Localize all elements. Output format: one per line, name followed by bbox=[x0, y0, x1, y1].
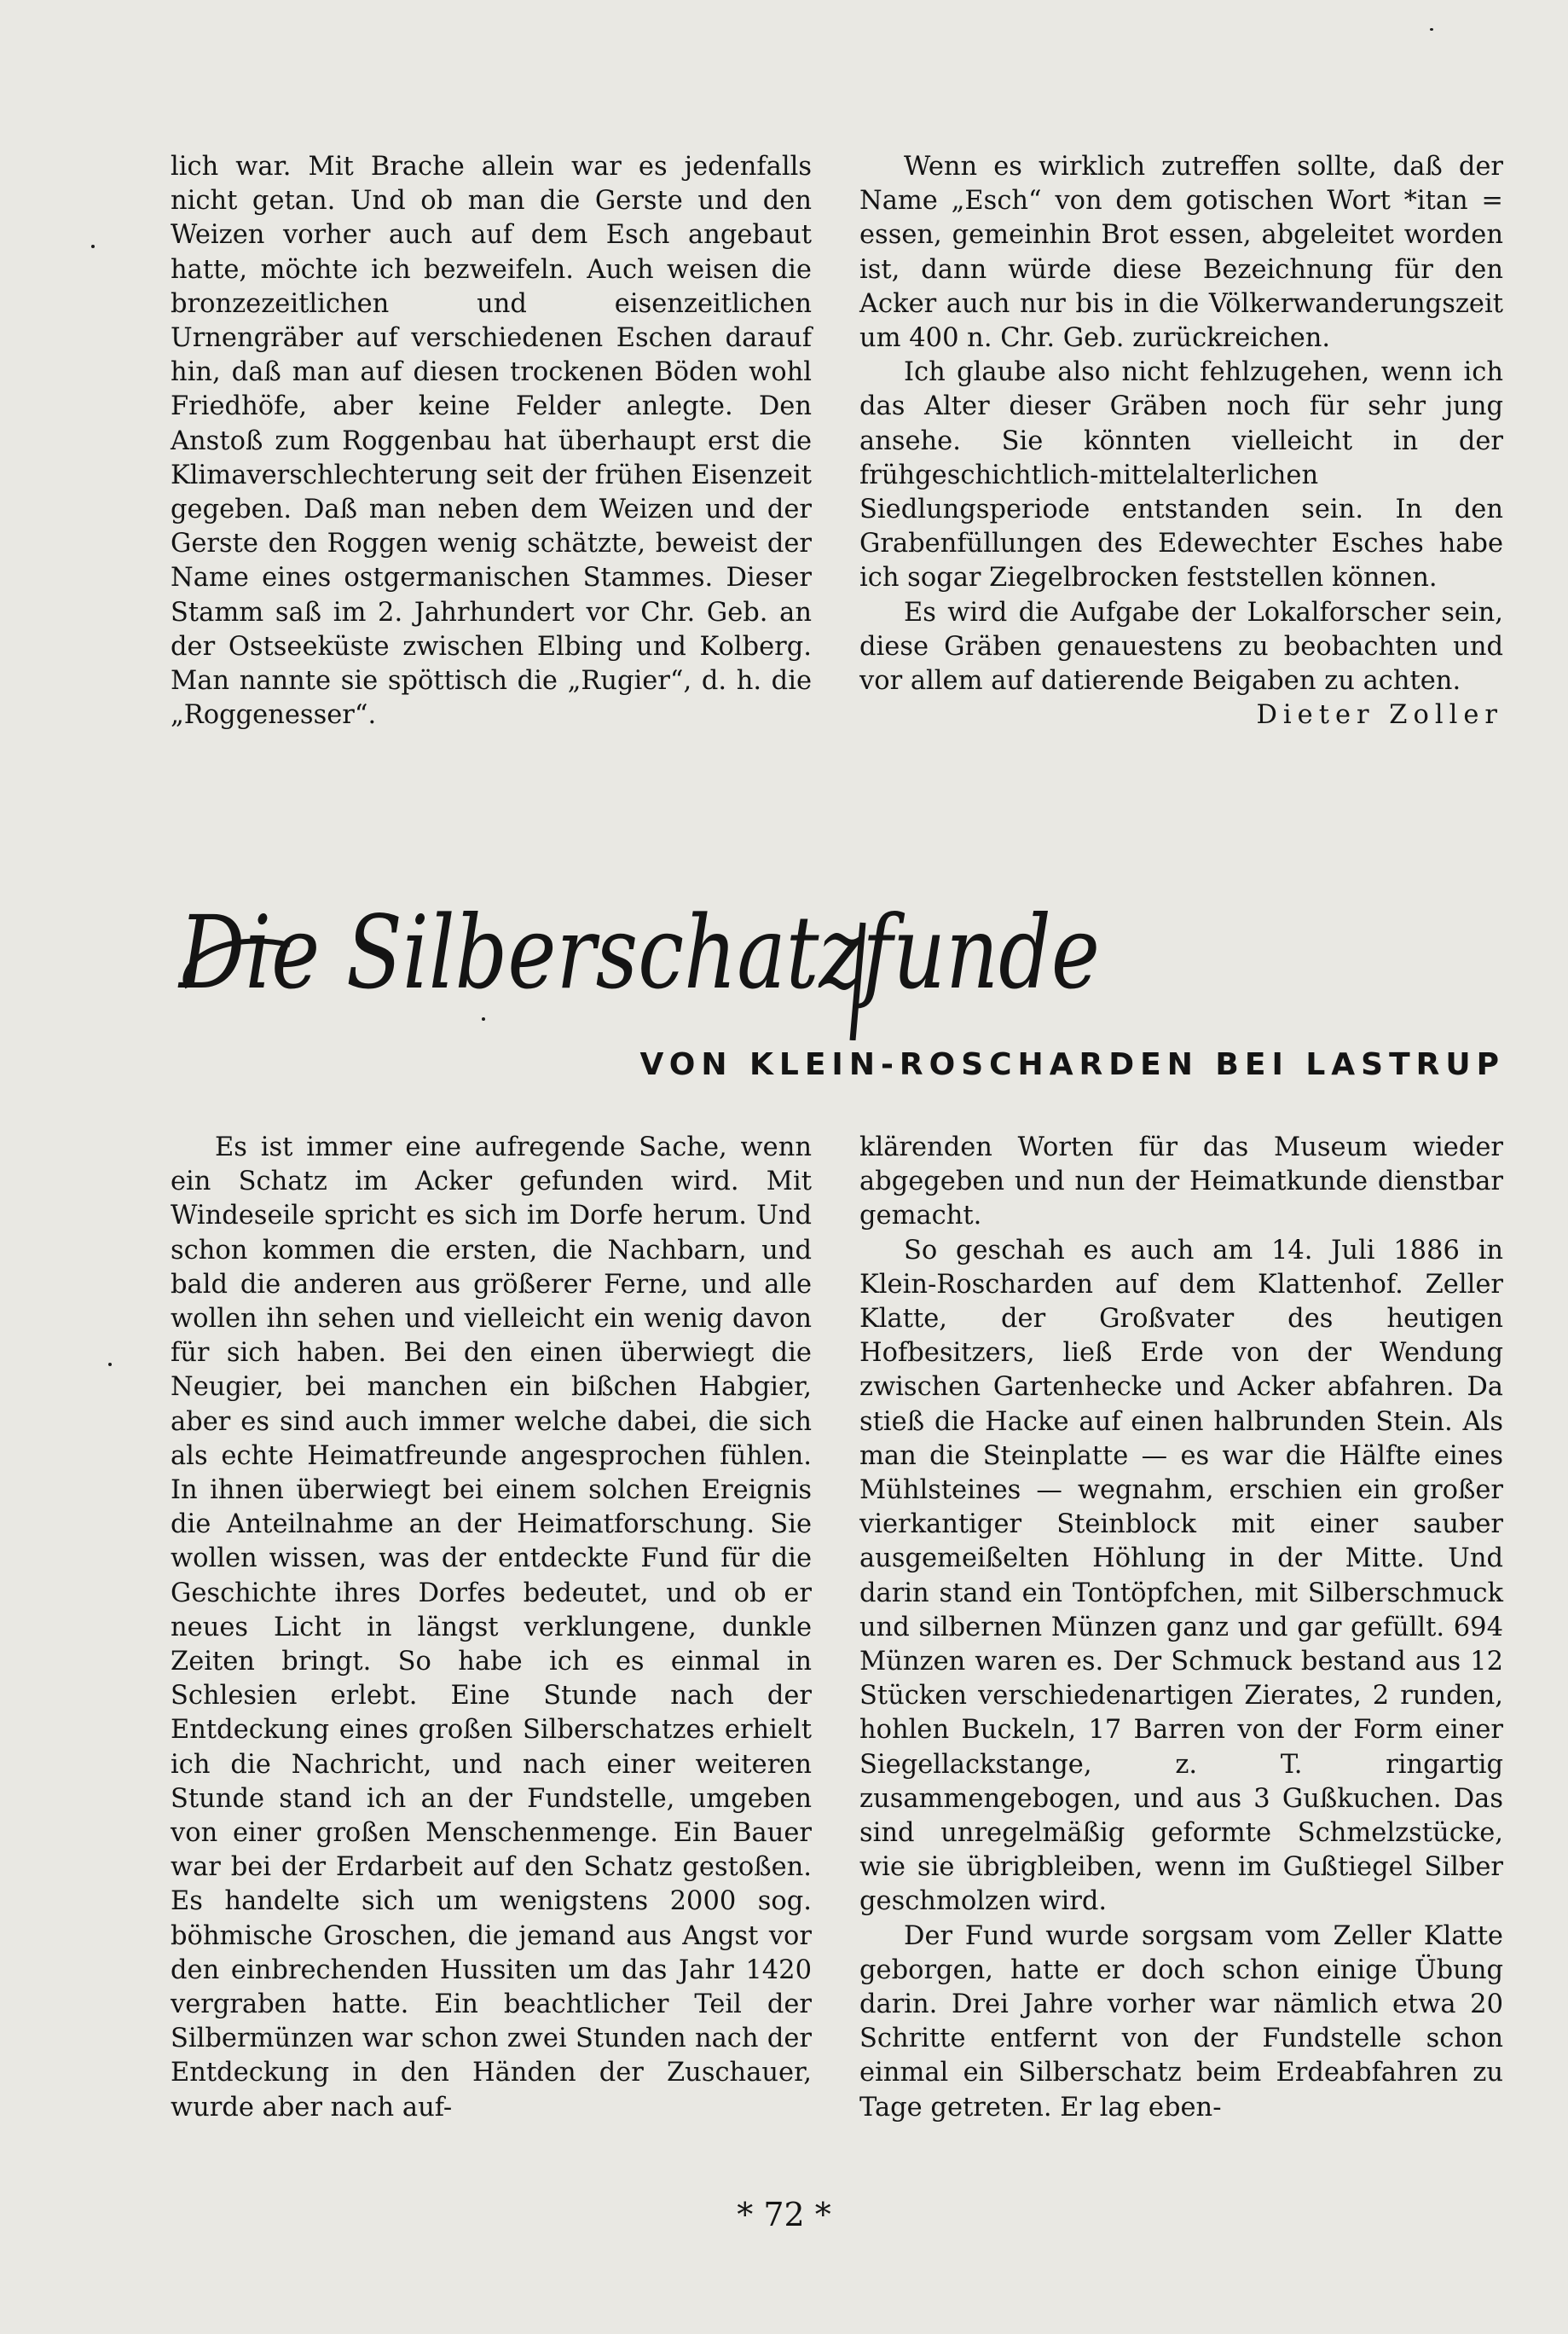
page-number: * 72 * bbox=[737, 2196, 831, 2233]
paper-speck bbox=[91, 245, 95, 248]
bottom-left-column bbox=[171, 1131, 812, 2125]
top-left-column bbox=[171, 150, 812, 733]
paragraph: lich war. Mit Brache allein war es jedenfalls nicht getan. Und ob man die Gerste und den Weizen vorher auch auf dem Esch angebaut hatte, möchte ich bezweifeln. Auch weisen die bronzezeitlichen und eisenzeitlichen Urnengräber auf verschiedenen Eschen darauf hin, daß man auf diesen trockenen Böden wohl Friedhöfe, aber keine Felder anlegte. Den Anstoß zum Roggenbau hat überhaupt erst die Klimaverschlechterung seit der frühen Eisenzeit gegeben. Daß man neben dem Weizen und der Gerste den Roggen wenig schätzte, beweist der Name eines ostgermanischen Stammes. Dieser Stamm saß im 2. Jahrhundert vor Chr. Geb. an der Ostseeküste zwischen Elbing und Kolberg. Man nannte sie spöttisch die „Rugier“, d. h. die „Roggenesser“. bbox=[171, 152, 812, 731]
paper-speck bbox=[482, 1017, 485, 1021]
paragraph: Es ist immer eine aufregende Sache, wenn ein Schatz im Acker gefunden wird. Mit Windeseile spricht es sich im Dorfe herum. Und schon kommen die ersten, die Nachbarn, und bald die anderen aus größerer Ferne, und alle wollen ihn sehen und vielleicht ein wenig davon für sich haben. Bei den einen überwiegt die Neugier, bei manchen ein bißchen Habgier, aber es sind auch immer welche dabei, die sich als echte Heimatfreunde angesprochen fühlen. In ihnen überwiegt bei einem solchen Ereignis die Anteilnahme an der Heimatforschung. Sie wollen wissen, was der entdeckte Fund für die Geschichte ihres Dorfes bedeutet, und ob er neues Licht in längst verklungene, dunkle Zeiten bringt. So habe ich es einmal in Schlesien erlebt. Eine Stunde nach der Entdeckung eines großen Silberschatzes erhielt ich die Nachricht, und nach einer weiteren Stunde stand ich an der Fundstelle, umgeben von einer großen Menschenmenge. Ein Bauer war bei der Erdarbeit auf den Schatz gestoßen. Es handelte sich um wenigstens 2000 sog. böhmische Groschen, die jemand aus Angst vor den einbrechenden Hussiten um das Jahr 1420 vergraben hatte. Ein beachtlicher Teil der Silbermünzen war schon zwei Stunden nach der Entdeckung in den Händen der Zuschauer, wurde aber nach auf- bbox=[171, 1132, 812, 2123]
paragraph bbox=[859, 596, 1503, 733]
title-text: Die Silberschatzfunde bbox=[177, 894, 1101, 1011]
paragraph-text: Es wird die Aufgabe der Lokalforscher sein, diese Gräben genauestens zu beobachten und vor allem auf datierende Beigaben zu achten. bbox=[859, 597, 1503, 697]
paper-speck bbox=[1430, 28, 1433, 31]
paragraph: So geschah es auch am 14. Juli 1886 in Klein-Roscharden auf dem Klattenhof. Zeller Klatte, der Großvater des heutigen Hofbesitzers, ließ Erde von der Wendung zwischen Gartenhecke und Acker abfahren. Da stieß die Hacke auf einen halbrunden Stein. Als man die Steinplatte — es war die Hälfte eines Mühlsteines — wegnahm, erschien ein großer vierkantiger Steinblock mit einer sauber ausgemeißelten Höhlung in der Mitte. Und darin stand ein Tontöpfchen, mit Silberschmuck und silbernen Münzen ganz und gar gefüllt. 694 Münzen waren es. Der Schmuck bestand aus 12 Stücken verschiedenartigen Zierates, 2 runden, hohlen Buckeln, 17 Barren von der Form einer Siegellackstange, z. T. ringartig zusammengebogen, und aus 3 Gußkuchen. Das sind unregelmäßig geformte Schmelzstücke, wie sie übrigbleiben, wenn im Gußtiegel Silber geschmolzen wird. bbox=[859, 1235, 1503, 1917]
bottom-right-column bbox=[859, 1131, 1503, 2125]
author-signature: Dieter Zoller bbox=[1256, 700, 1503, 731]
article-subtitle: VON KLEIN-ROSCHARDEN BEI LASTRUP bbox=[639, 1047, 1505, 1082]
paragraph: klärenden Worten für das Museum wieder abgegeben und nun der Heimatkunde dienstbar gemacht. bbox=[859, 1132, 1503, 1231]
calligraphic-title bbox=[171, 878, 1449, 1040]
article-title bbox=[171, 878, 1449, 1040]
paragraph: Ich glaube also nicht fehlzugehen, wenn ich das Alter dieser Gräben noch für sehr jung ansehe. Sie könnten vielleicht in der frühgeschichtlich-mittelalterlichen Siedlungsperiode entstanden sein. In den Grabenfüllungen des Edewechter Esches habe ich sogar Ziegelbrocken feststellen können. bbox=[859, 357, 1503, 594]
paper-speck bbox=[108, 1363, 112, 1366]
top-right-column bbox=[859, 150, 1503, 733]
paragraph: Wenn es wirklich zutreffen sollte, daß der Name „Esch“ von dem gotischen Wort *itan = essen, gemeinhin Brot essen, abgeleitet worden ist, dann würde diese Bezeichnung für den Acker auch nur bis in die Völkerwanderungszeit um 400 n. Chr. Geb. zurückreichen. bbox=[859, 152, 1503, 354]
paragraph: Der Fund wurde sorgsam vom Zeller Klatte geborgen, hatte er doch schon einige Übung darin. Drei Jahre vorher war nämlich etwa 20 Schritte entfernt von der Fundstelle schon einmal ein Silberschatz beim Erdeabfahren zu Tage getreten. Er lag eben- bbox=[859, 1920, 1503, 2123]
